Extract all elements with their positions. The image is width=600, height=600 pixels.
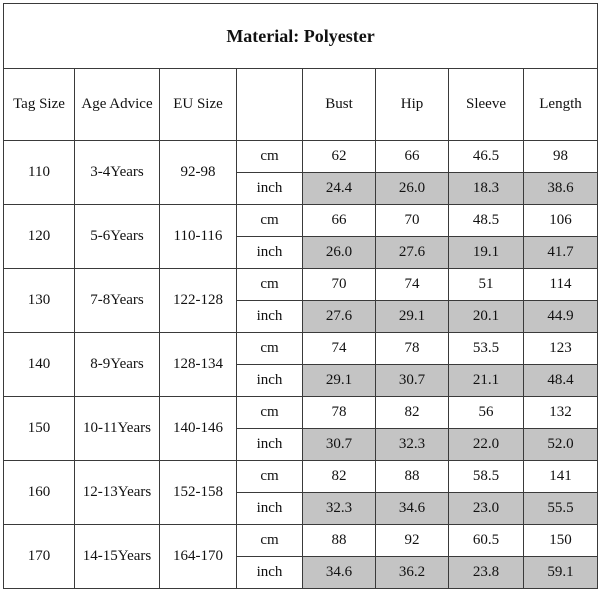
sleeve-cm-cell: 60.5 bbox=[449, 525, 524, 557]
bust-inch-cell: 24.4 bbox=[303, 173, 376, 205]
unit-inch-cell: inch bbox=[237, 557, 303, 589]
header-hip: Hip bbox=[376, 69, 449, 141]
age-advice-cell: 7-8Years bbox=[75, 269, 160, 333]
bust-cm-cell: 78 bbox=[303, 397, 376, 429]
length-cm-cell: 123 bbox=[524, 333, 598, 365]
size-chart-table bbox=[3, 3, 598, 589]
length-inch-cell: 59.1 bbox=[524, 557, 598, 589]
bust-cm-cell: 88 bbox=[303, 525, 376, 557]
size-row-cm bbox=[4, 333, 598, 365]
unit-cm-cell: cm bbox=[237, 461, 303, 493]
header-age-advice: Age Advice bbox=[75, 69, 160, 141]
eu-size-cell: 122-128 bbox=[160, 269, 237, 333]
eu-size-cell: 152-158 bbox=[160, 461, 237, 525]
size-row-cm bbox=[4, 461, 598, 493]
sleeve-inch-cell: 23.8 bbox=[449, 557, 524, 589]
length-inch-cell: 44.9 bbox=[524, 301, 598, 333]
length-cm-cell: 114 bbox=[524, 269, 598, 301]
unit-inch-cell: inch bbox=[237, 493, 303, 525]
hip-cm-cell: 78 bbox=[376, 333, 449, 365]
size-row-cm bbox=[4, 205, 598, 237]
eu-size-cell: 92-98 bbox=[160, 141, 237, 205]
age-advice-cell: 12-13Years bbox=[75, 461, 160, 525]
unit-inch-cell: inch bbox=[237, 237, 303, 269]
length-inch-cell: 52.0 bbox=[524, 429, 598, 461]
hip-inch-cell: 27.6 bbox=[376, 237, 449, 269]
length-cm-cell: 141 bbox=[524, 461, 598, 493]
length-inch-cell: 38.6 bbox=[524, 173, 598, 205]
length-inch-cell: 41.7 bbox=[524, 237, 598, 269]
size-row-cm bbox=[4, 525, 598, 557]
sleeve-cm-cell: 53.5 bbox=[449, 333, 524, 365]
sleeve-inch-cell: 20.1 bbox=[449, 301, 524, 333]
sleeve-inch-cell: 19.1 bbox=[449, 237, 524, 269]
bust-cm-cell: 74 bbox=[303, 333, 376, 365]
sleeve-inch-cell: 21.1 bbox=[449, 365, 524, 397]
hip-cm-cell: 74 bbox=[376, 269, 449, 301]
sleeve-inch-cell: 18.3 bbox=[449, 173, 524, 205]
bust-cm-cell: 70 bbox=[303, 269, 376, 301]
length-cm-cell: 98 bbox=[524, 141, 598, 173]
bust-cm-cell: 62 bbox=[303, 141, 376, 173]
hip-cm-cell: 92 bbox=[376, 525, 449, 557]
bust-inch-cell: 30.7 bbox=[303, 429, 376, 461]
bust-inch-cell: 32.3 bbox=[303, 493, 376, 525]
tag-size-cell: 120 bbox=[4, 205, 75, 269]
hip-inch-cell: 32.3 bbox=[376, 429, 449, 461]
length-cm-cell: 150 bbox=[524, 525, 598, 557]
bust-inch-cell: 27.6 bbox=[303, 301, 376, 333]
size-row-cm bbox=[4, 269, 598, 301]
hip-inch-cell: 26.0 bbox=[376, 173, 449, 205]
hip-cm-cell: 82 bbox=[376, 397, 449, 429]
bust-cm-cell: 82 bbox=[303, 461, 376, 493]
tag-size-cell: 140 bbox=[4, 333, 75, 397]
unit-cm-cell: cm bbox=[237, 397, 303, 429]
unit-inch-cell: inch bbox=[237, 429, 303, 461]
hip-cm-cell: 70 bbox=[376, 205, 449, 237]
hip-inch-cell: 29.1 bbox=[376, 301, 449, 333]
hip-cm-cell: 88 bbox=[376, 461, 449, 493]
bust-inch-cell: 34.6 bbox=[303, 557, 376, 589]
length-cm-cell: 106 bbox=[524, 205, 598, 237]
tag-size-cell: 110 bbox=[4, 141, 75, 205]
sleeve-cm-cell: 56 bbox=[449, 397, 524, 429]
header-row bbox=[4, 69, 598, 141]
unit-cm-cell: cm bbox=[237, 141, 303, 173]
header-bust: Bust bbox=[303, 69, 376, 141]
age-advice-cell: 3-4Years bbox=[75, 141, 160, 205]
bust-inch-cell: 29.1 bbox=[303, 365, 376, 397]
hip-inch-cell: 34.6 bbox=[376, 493, 449, 525]
age-advice-cell: 5-6Years bbox=[75, 205, 160, 269]
header-sleeve: Sleeve bbox=[449, 69, 524, 141]
length-inch-cell: 55.5 bbox=[524, 493, 598, 525]
hip-inch-cell: 36.2 bbox=[376, 557, 449, 589]
size-row-cm bbox=[4, 141, 598, 173]
tag-size-cell: 170 bbox=[4, 525, 75, 589]
hip-inch-cell: 30.7 bbox=[376, 365, 449, 397]
age-advice-cell: 8-9Years bbox=[75, 333, 160, 397]
sleeve-inch-cell: 22.0 bbox=[449, 429, 524, 461]
tag-size-cell: 150 bbox=[4, 397, 75, 461]
title-row bbox=[4, 4, 598, 69]
eu-size-cell: 140-146 bbox=[160, 397, 237, 461]
eu-size-cell: 128-134 bbox=[160, 333, 237, 397]
age-advice-cell: 10-11Years bbox=[75, 397, 160, 461]
header-eu-size: EU Size bbox=[160, 69, 237, 141]
eu-size-cell: 164-170 bbox=[160, 525, 237, 589]
length-inch-cell: 48.4 bbox=[524, 365, 598, 397]
unit-cm-cell: cm bbox=[237, 525, 303, 557]
unit-cm-cell: cm bbox=[237, 269, 303, 301]
unit-inch-cell: inch bbox=[237, 365, 303, 397]
unit-cm-cell: cm bbox=[237, 205, 303, 237]
hip-cm-cell: 66 bbox=[376, 141, 449, 173]
table-title: Material: Polyester bbox=[4, 4, 598, 69]
header-tag-size: Tag Size bbox=[4, 69, 75, 141]
bust-inch-cell: 26.0 bbox=[303, 237, 376, 269]
eu-size-cell: 110-116 bbox=[160, 205, 237, 269]
sleeve-cm-cell: 48.5 bbox=[449, 205, 524, 237]
tag-size-cell: 160 bbox=[4, 461, 75, 525]
unit-inch-cell: inch bbox=[237, 173, 303, 205]
header-unit bbox=[237, 69, 303, 141]
length-cm-cell: 132 bbox=[524, 397, 598, 429]
sleeve-cm-cell: 58.5 bbox=[449, 461, 524, 493]
unit-cm-cell: cm bbox=[237, 333, 303, 365]
header-length: Length bbox=[524, 69, 598, 141]
tag-size-cell: 130 bbox=[4, 269, 75, 333]
unit-inch-cell: inch bbox=[237, 301, 303, 333]
sleeve-inch-cell: 23.0 bbox=[449, 493, 524, 525]
sleeve-cm-cell: 51 bbox=[449, 269, 524, 301]
bust-cm-cell: 66 bbox=[303, 205, 376, 237]
sleeve-cm-cell: 46.5 bbox=[449, 141, 524, 173]
size-row-cm bbox=[4, 397, 598, 429]
age-advice-cell: 14-15Years bbox=[75, 525, 160, 589]
